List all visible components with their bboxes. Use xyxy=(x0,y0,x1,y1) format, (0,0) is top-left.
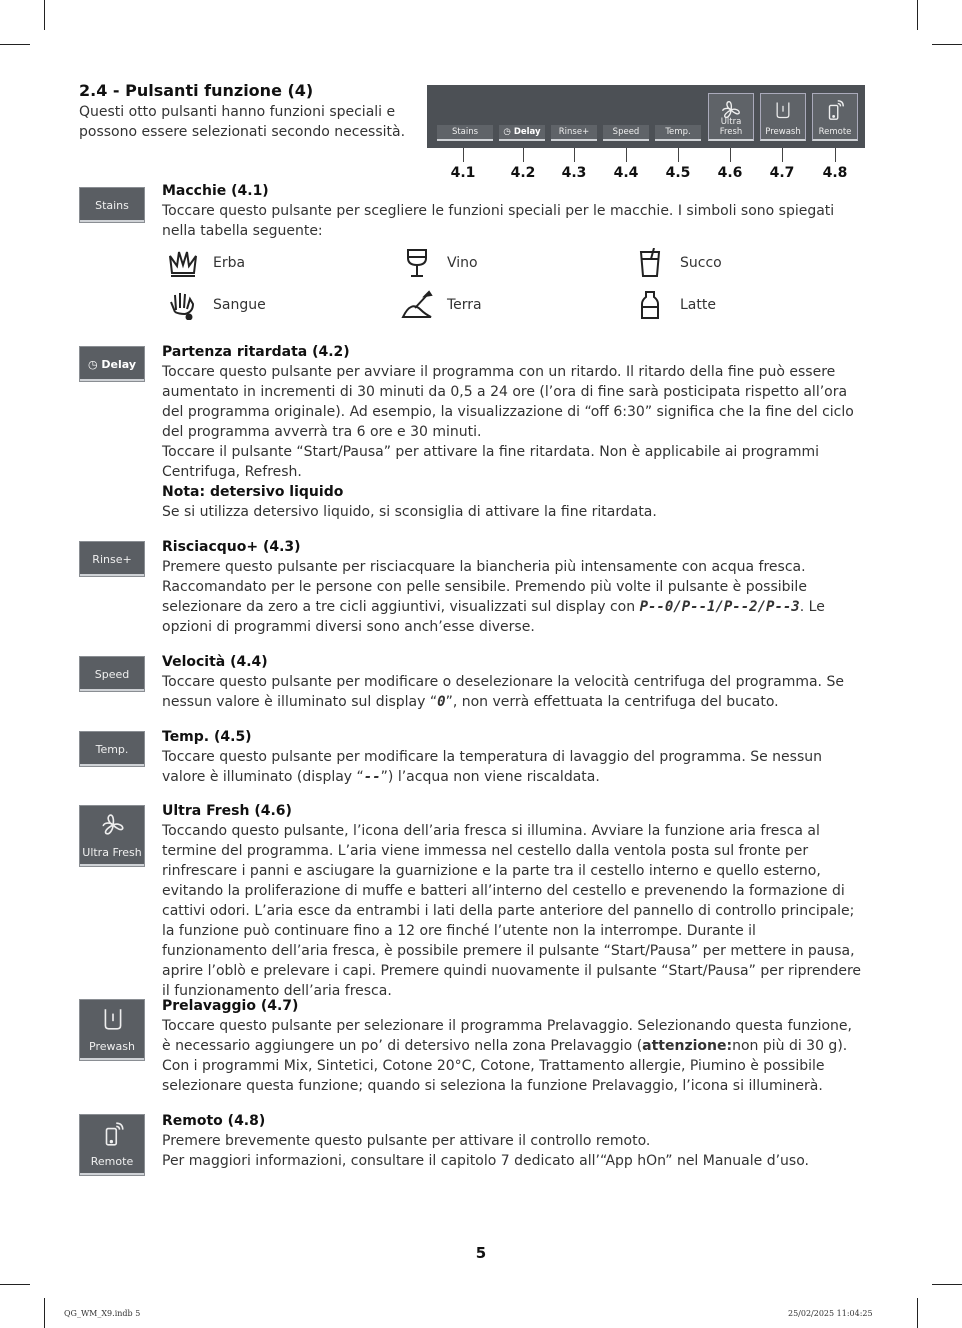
footer-timestamp: 25/02/2025 11:04:25 xyxy=(788,1309,873,1318)
blood-hand-icon xyxy=(167,290,199,320)
panel-tick xyxy=(574,148,575,162)
symbol-blood: Sangue xyxy=(213,297,266,313)
temp-display-value: -- xyxy=(363,769,381,785)
prewash-section xyxy=(162,996,864,1096)
speed-display-value: 0 xyxy=(437,694,446,710)
rinse-button-illustration: Rinse+ xyxy=(79,541,145,577)
panel-number: 4.8 xyxy=(822,165,848,181)
delay-note-title: Nota: detersivo liquido xyxy=(162,484,344,500)
crop-mark xyxy=(0,1284,30,1285)
control-panel-illustration xyxy=(427,85,865,148)
panel-tick xyxy=(523,148,524,162)
crop-mark xyxy=(932,1284,962,1285)
remote-title: Remoto (4.8) xyxy=(162,1113,266,1129)
rinse-section xyxy=(162,537,864,637)
speed-text: Toccare questo pulsante per modificare o deselezionare la velocità centrifuga del programma. Se nessun valore è illuminato sul display “0”, non verrà effettuata la centrifuga del bucato. xyxy=(162,674,844,710)
remote-phone-icon xyxy=(100,1121,126,1147)
panel-number: 4.1 xyxy=(450,165,476,181)
crop-mark xyxy=(0,44,30,45)
panel-number: 4.3 xyxy=(561,165,587,181)
delay-title: Partenza ritardata (4.2) xyxy=(162,344,350,360)
section-intro: Questi otto pulsanti hanno funzioni speciali e possono essere selezionati secondo necessità. xyxy=(79,104,406,140)
remote-button-illustration: Remote xyxy=(79,1114,145,1176)
panel-temp-button: Temp. xyxy=(655,125,701,141)
panel-tick xyxy=(463,148,464,162)
stains-button-illustration: Stains xyxy=(79,187,145,223)
delay-text-start: Toccare il pulsante “Start/Pausa” per attivare la fine ritardata. Non è applicabile ai programmi Centrifuga, Refresh. xyxy=(162,444,820,480)
panel-tick xyxy=(678,148,679,162)
wine-glass-icon xyxy=(401,248,433,278)
remote-phone-icon xyxy=(824,99,846,121)
stains-text: Toccare questo pulsante per scegliere le funzioni speciali per le macchie. I simboli sono spiegati nella tabella seguente: xyxy=(162,203,835,239)
grass-icon xyxy=(167,248,199,278)
temp-button-illustration: Temp. xyxy=(79,731,145,767)
crop-mark xyxy=(44,0,45,30)
delay-note-text: Se si utilizza detersivo liquido, si sconsiglia di attivare la fine ritardata. xyxy=(162,504,657,520)
temp-title: Temp. (4.5) xyxy=(162,729,252,745)
soil-shovel-icon xyxy=(401,290,433,320)
panel-delay-button: ◷ Delay xyxy=(499,125,545,141)
prewash-text: Toccare questo pulsante per selezionare il programma Prelavaggio. Selezionando questa funzione, è necessario aggiungere un po’ di detersivo nella zona Prelavaggio (attenzione:non più di 30 g). Con i programmi Mix, Sintetici, Cotone 20°C, Cotone, Trattamento allergie, Piumino è possibile selezionare questa funzione; quando si seleziona la funzione Prelavaggio, l’icona si illuminerà. xyxy=(162,1018,852,1094)
prewash-button-illustration: Prewash xyxy=(79,999,145,1061)
symbol-wine: Vino xyxy=(447,255,478,271)
prewash-icon xyxy=(773,99,793,121)
symbol-grass: Erba xyxy=(213,255,245,271)
panel-number: 4.2 xyxy=(510,165,536,181)
fan-icon xyxy=(100,812,126,838)
panel-speed-button: Speed xyxy=(603,125,649,141)
juice-glass-icon xyxy=(634,248,666,278)
ultrafresh-title: Ultra Fresh (4.6) xyxy=(162,803,292,819)
remote-text: Premere brevemente questo pulsante per attivare il controllo remoto. xyxy=(162,1133,651,1149)
ultrafresh-section xyxy=(162,801,864,1001)
panel-number: 4.5 xyxy=(665,165,691,181)
panel-tick xyxy=(782,148,783,162)
prewash-title: Prelavaggio (4.7) xyxy=(162,998,299,1014)
stains-section xyxy=(162,181,864,241)
symbol-milk: Latte xyxy=(680,297,716,313)
delay-text: Toccare questo pulsante per avviare il programma con un ritardo. Il ritardo della fine può essere aumentato in incrementi di 30 minuti da 0,5 a 24 ore (l’ora di fine sarà posticipata rispetto all’ora del programma originale). Ad esempio, la visualizzazione di “off 6:30” significa che la fine del ciclo del programma avverrà tra 6 ore e 30 minuti. xyxy=(162,364,854,440)
panel-number: 4.4 xyxy=(613,165,639,181)
remote-section xyxy=(162,1111,864,1171)
panel-tick xyxy=(835,148,836,162)
speed-section xyxy=(162,652,864,712)
milk-bottle-icon xyxy=(634,290,666,320)
crop-mark xyxy=(917,0,918,30)
speed-title: Velocità (4.4) xyxy=(162,654,268,670)
panel-number: 4.7 xyxy=(769,165,795,181)
ultrafresh-button-illustration: Ultra Fresh xyxy=(79,805,145,867)
crop-mark xyxy=(44,1298,45,1328)
footer-file: QG_WM_X9.indb 5 xyxy=(64,1309,141,1318)
panel-tick xyxy=(730,148,731,162)
panel-number: 4.6 xyxy=(717,165,743,181)
crop-mark xyxy=(917,1298,918,1328)
panel-prewash-button: Prewash xyxy=(760,93,806,141)
clock-icon: ◷ xyxy=(503,127,514,137)
temp-text: Toccare questo pulsante per modificare la temperatura di lavaggio del programma. Se nessun valore è illuminato (display “--”) l’acqua non viene riscaldata. xyxy=(162,749,823,785)
ultrafresh-text: Toccando questo pulsante, l’icona dell’aria fresca si illumina. Avviare la funzione aria fresca al termine del programma. L’aria viene immessa nel cestello dalla ventola posta sul fronte per rinfrescare i panni e asciugare la guarnizione e la parte tra il cestello interno e quello esterno, evitando la proliferazione di muffe e batteri all’interno del cestello e prevenendo la formazione di cattivi odori. L’aria esce da entrambi i lati della parte anteriore del pannello di controllo principale; la funzione può continuare fino a 12 ore finché l’utente non la interrompe. Durante il funzionamento dell’aria fresca, è possibile premere il pulsante “Start/Pausa” per mettere in pausa, aprire l’oblò e prelevare i capi. Premere quindi nuovamente il pulsante “Start/Pausa” per riprendere il funzionamento dell’aria fresca. xyxy=(162,823,862,999)
prewash-icon xyxy=(100,1006,126,1032)
panel-remote-button: Remote xyxy=(812,93,858,141)
panel-ultrafresh-button: Ultra Fresh xyxy=(708,93,754,141)
page-number: 5 xyxy=(475,1244,487,1262)
panel-rinse-button: Rinse+ xyxy=(551,125,597,141)
rinse-title: Risciacquo+ (4.3) xyxy=(162,539,301,555)
panel-tick xyxy=(626,148,627,162)
crop-mark xyxy=(932,44,962,45)
delay-section xyxy=(162,342,864,522)
panel-stains-button: Stains xyxy=(437,125,493,141)
section-heading: 2.4 - Pulsanti funzione (4) xyxy=(79,81,314,100)
clock-icon: ◷ xyxy=(87,358,102,371)
speed-button-illustration: Speed xyxy=(79,656,145,692)
rinse-display-values: P--0/P--1/P--2/P--3 xyxy=(639,599,800,615)
temp-section xyxy=(162,727,864,787)
rinse-text: Premere questo pulsante per risciacquare la biancheria più intensamente con acqua fresca. Raccomandato per le persone con pelle sensibile. Premendo più volte il pulsante è possibile selezionare da zero a tre cicli aggiuntivi, visualizzati sul display con P--0/P--1/P--2/P--3. Le opzioni di programmi diversi sono anch’esse diverse. xyxy=(162,559,825,635)
symbol-soil: Terra xyxy=(447,297,482,313)
symbol-juice: Succo xyxy=(680,255,722,271)
remote-text-more: Per maggiori informazioni, consultare il capitolo 7 dedicato all’“App hOn” nel Manuale d’uso. xyxy=(162,1153,809,1169)
stains-title: Macchie (4.1) xyxy=(162,183,269,199)
delay-button-illustration: ◷ Delay xyxy=(79,346,145,382)
